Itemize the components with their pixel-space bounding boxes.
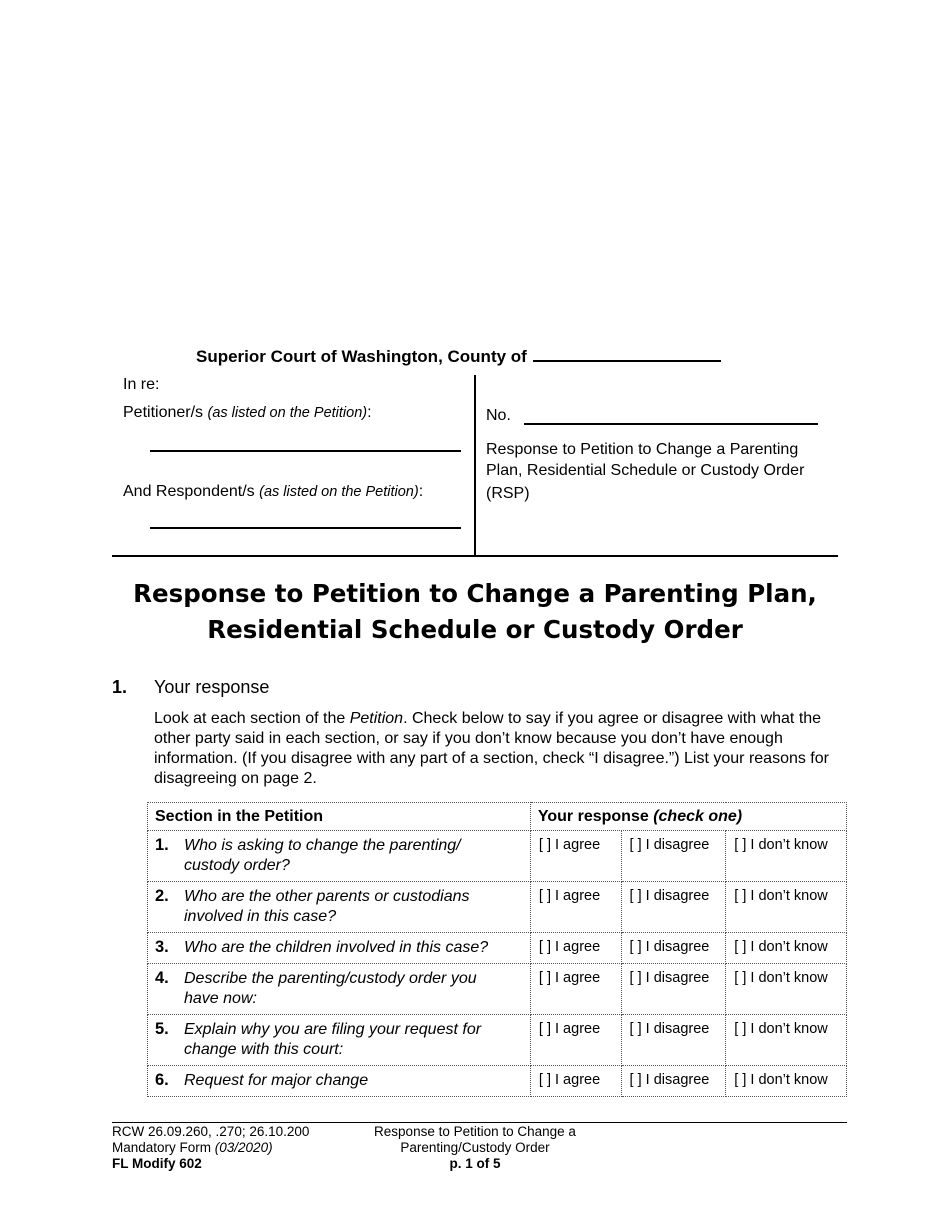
option-disagree[interactable]: [ ] I disagree: [621, 933, 726, 964]
petitioner-name-blank[interactable]: [150, 450, 461, 452]
table-row: [148, 882, 847, 933]
footer-left: [112, 1124, 309, 1172]
page-title: [0, 576, 950, 648]
row-question: Explain why you are filing your request for change with this court:: [184, 1021, 482, 1058]
option-disagree[interactable]: [ ] I disagree: [621, 964, 726, 1015]
county-blank[interactable]: [533, 344, 721, 362]
caption-divider: [474, 375, 476, 555]
row-number: 2.: [155, 887, 169, 905]
option-disagree[interactable]: [ ] I disagree: [621, 831, 726, 882]
row-question: Who are the other parents or custodians involved in this case?: [184, 888, 470, 925]
row-number: 5.: [155, 1020, 169, 1038]
caption-doc-title-1: Response to Petition to Change a Parenting: [486, 441, 799, 458]
petitioner-label: Petitioner/s (as listed on the Petition):: [123, 404, 372, 421]
option-agree[interactable]: [ ] I agree: [530, 933, 621, 964]
row-number: 4.: [155, 969, 169, 987]
section-instructions: Look at each section of the Petition. Check below to say if you agree or disagree with what the other party said in each section, or say if you don’t know because you don’t have enough information. (If you disagree with any part of a section, check “I disagree.”) List your reasons for disagreeing on page 2.: [154, 710, 829, 787]
table-row: [148, 933, 847, 964]
court-heading: [196, 344, 721, 367]
table-row: [148, 831, 847, 882]
row-question: Who is asking to change the parenting/ custody order?: [184, 837, 461, 874]
section-number: 1.: [112, 677, 128, 697]
caption-doc-title-2: Plan, Residential Schedule or Custody Order: [486, 462, 805, 479]
option-agree[interactable]: [ ] I agree: [530, 882, 621, 933]
respondent-label: And Respondent/s (as listed on the Petition):: [123, 483, 424, 500]
table-row: [148, 964, 847, 1015]
row-question: Describe the parenting/custody order you have now:: [184, 970, 477, 1007]
option-disagree[interactable]: [ ] I disagree: [621, 1066, 726, 1097]
row-number: 3.: [155, 938, 169, 956]
option-dont-know[interactable]: [ ] I don’t know: [726, 1015, 847, 1066]
option-dont-know[interactable]: [ ] I don’t know: [726, 1066, 847, 1097]
row-number: 6.: [155, 1071, 169, 1089]
col-response-header: Your response (check one): [530, 803, 846, 831]
table-row: [148, 1015, 847, 1066]
footer-page-number: p. 1 of 5: [449, 1156, 501, 1171]
footer-center: [350, 1124, 600, 1172]
title-line-2: Residential Schedule or Custody Order: [207, 615, 743, 644]
option-dont-know[interactable]: [ ] I don’t know: [726, 882, 847, 933]
footer-rule: [112, 1122, 847, 1123]
case-caption: [112, 375, 838, 557]
option-agree[interactable]: [ ] I agree: [530, 1066, 621, 1097]
option-agree[interactable]: [ ] I agree: [530, 964, 621, 1015]
footer-doc-line-1: Response to Petition to Change a: [374, 1124, 576, 1139]
row-question: Request for major change: [184, 1072, 369, 1089]
footer-form-id: FL Modify 602: [112, 1156, 202, 1171]
row-number: 1.: [155, 836, 169, 854]
in-re-label: In re:: [123, 376, 160, 393]
option-dont-know[interactable]: [ ] I don’t know: [726, 831, 847, 882]
case-number-blank[interactable]: [524, 423, 818, 425]
caption-doc-title-3: (RSP): [486, 485, 530, 502]
footer-doc-line-2: Parenting/Custody Order: [400, 1140, 550, 1155]
case-number-label: No.: [486, 407, 511, 424]
footer-rcw: RCW 26.09.260, .270; 26.10.200: [112, 1124, 310, 1139]
col-section-header: Section in the Petition: [148, 803, 531, 831]
section-title: Your response: [154, 677, 270, 697]
option-agree[interactable]: [ ] I agree: [530, 1015, 621, 1066]
petition-italic: Petition: [349, 710, 404, 727]
option-dont-know[interactable]: [ ] I don’t know: [726, 933, 847, 964]
petitioner-note: (as listed on the Petition): [207, 405, 368, 421]
option-dont-know[interactable]: [ ] I don’t know: [726, 964, 847, 1015]
response-table: [147, 802, 847, 1097]
option-disagree[interactable]: [ ] I disagree: [621, 1015, 726, 1066]
option-agree[interactable]: [ ] I agree: [530, 831, 621, 882]
table-header-row: [148, 803, 847, 831]
option-disagree[interactable]: [ ] I disagree: [621, 882, 726, 933]
title-line-1: Response to Petition to Change a Parenting Plan,: [133, 579, 817, 608]
table-row: [148, 1066, 847, 1097]
row-question: Who are the children involved in this case?: [184, 939, 489, 956]
check-one-note: (check one): [653, 807, 743, 825]
court-name: Superior Court of Washington, County of: [196, 347, 527, 366]
respondent-note: (as listed on the Petition): [259, 484, 419, 500]
respondent-name-blank[interactable]: [150, 527, 461, 529]
footer-mandatory: Mandatory Form (03/2020): [112, 1140, 273, 1155]
